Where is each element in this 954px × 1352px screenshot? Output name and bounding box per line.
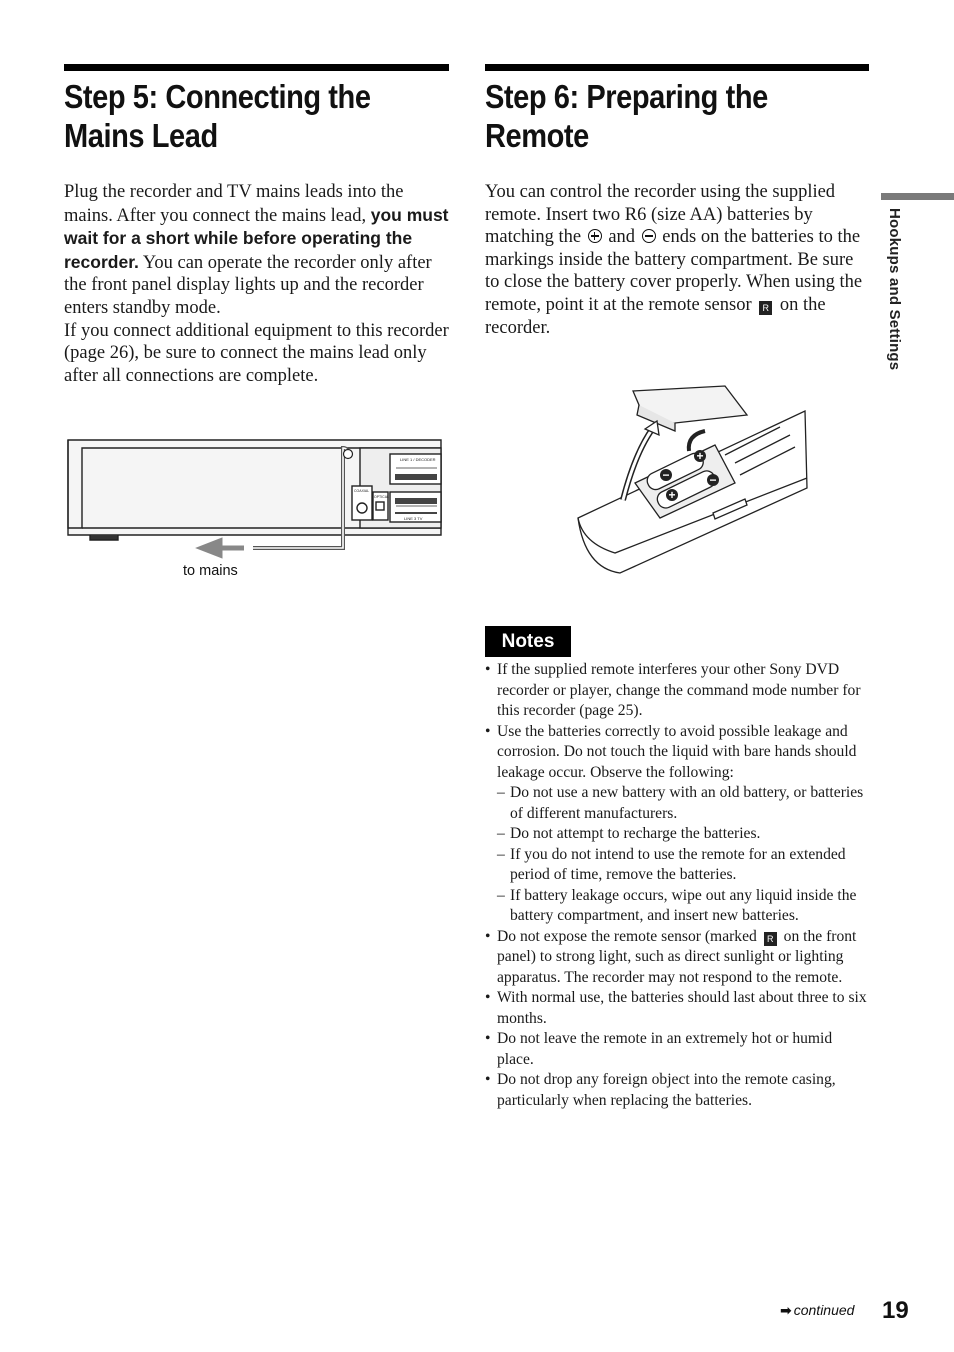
note-item (485, 660, 869, 722)
svg-text:+: + (668, 488, 676, 502)
step6-text-a: You can control the recorder using the supplied remote. Insert two R6 (size AA) batteries by matching the (485, 182, 836, 248)
note-text-2: Use the batteries correctly to avoid possible leakage and corrosion. Do not touch the liquid with bare hands should leakage occur. Observe the following: (497, 722, 857, 781)
note-text-3a: Do not expose the remote sensor (marked (497, 927, 757, 945)
step5-para1-end: You can operate the recorder only after the front panel display lights up and the recorder enters standby mode. (64, 252, 432, 318)
step5-heading-line1: Step 5: Connecting the (64, 78, 371, 115)
svg-text:+: + (696, 449, 704, 463)
note-text-6: Do not drop any foreign object into the remote casing, particularly when replacing the batteries. (497, 1071, 836, 1109)
note-text-1: If the supplied remote interferes your other Sony DVD recorder or player, change the command mode number for this recorder (page 25). (497, 661, 861, 719)
continued-indicator (780, 1302, 854, 1319)
note-sublist (497, 783, 869, 927)
remote-sensor-icon: R (764, 932, 777, 946)
step5-body (64, 181, 452, 387)
note-item (485, 1070, 869, 1111)
note-text-3b: on the front panel) to strong light, such as direct sunlight or lighting apparatus. The recorder may not respond to the remote. (497, 927, 857, 986)
continued-label: continued (793, 1302, 855, 1318)
note-item (485, 722, 869, 927)
step5-paragraph-2: If you connect additional equipment to this recorder (page 26), be sure to connect the mains lead only after all connections are complete. (64, 320, 449, 386)
note-text-4: With normal use, the batteries should last about three to six months. (497, 989, 867, 1027)
step6-heading-line1: Step 6: Preparing the (485, 78, 768, 115)
note-text-5: Do not leave the remote in an extremely hot or humid place. (497, 1030, 833, 1068)
panel-label-optical: OPTICAL (374, 495, 389, 499)
continued-arrow-icon: ➡ (780, 1302, 792, 1318)
note-subitem: – Do not attempt to recharge the batteries. (497, 824, 869, 845)
step6-body (485, 181, 869, 339)
step6-heading (485, 77, 768, 155)
recorder-rear-illustration (60, 430, 450, 590)
section-label: Hookups and Settings (886, 208, 903, 371)
page-number: 19 (882, 1297, 909, 1324)
note-subitem: – Do not use a new battery with an old battery, or batteries of different manufacturers. (497, 783, 869, 824)
note-item (485, 1029, 869, 1070)
minus-terminal-icon (642, 229, 656, 243)
step6-text-and: and (608, 227, 636, 248)
right-column-rule (485, 64, 869, 71)
note-item (485, 927, 869, 989)
svg-text:−: − (662, 468, 670, 482)
left-column-rule (64, 64, 449, 71)
to-mains-arrow (202, 541, 244, 555)
svg-text:−: − (709, 473, 717, 487)
remote-sensor-icon: R (759, 301, 772, 315)
step5-heading (64, 77, 371, 155)
panel-label-line1: LINE 1 / DECODER (400, 457, 436, 462)
remote-battery-illustration (575, 383, 815, 578)
notes-badge: Notes (485, 626, 571, 657)
to-mains-label: to mains (183, 563, 238, 579)
step5-para1-start: Plug the recorder and TV mains leads into the mains. After you connect the mains lead, (64, 182, 404, 226)
step5-paragraph-1 (64, 181, 452, 320)
note-subitem: – If you do not intend to use the remote for an extended period of time, remove the batteries. (497, 845, 869, 886)
step5-para1-bold: you must wait for a short while before operating the recorder. (64, 204, 449, 272)
plus-terminal-icon (588, 229, 602, 243)
panel-label-coaxial: COAXIAL (354, 489, 370, 493)
step6-heading-line2: Remote (485, 117, 589, 154)
step6-text-b: ends on the batteries to the markings inside the battery compartment. Be sure to close the battery cover properly. When using the remote, point it at the remote sensor (485, 227, 863, 315)
note-subitem: – If battery leakage occurs, wipe out any liquid inside the battery compartment, and insert new batteries. (497, 886, 869, 927)
section-tab-bar (881, 193, 954, 200)
step5-heading-line2: Mains Lead (64, 117, 218, 154)
panel-label-line3: LINE 3 TV (404, 516, 423, 521)
note-item (485, 988, 869, 1029)
step6-text-c: on the recorder. (485, 294, 826, 338)
notes-list (485, 660, 869, 1111)
battery-insert-arrow (689, 431, 705, 451)
